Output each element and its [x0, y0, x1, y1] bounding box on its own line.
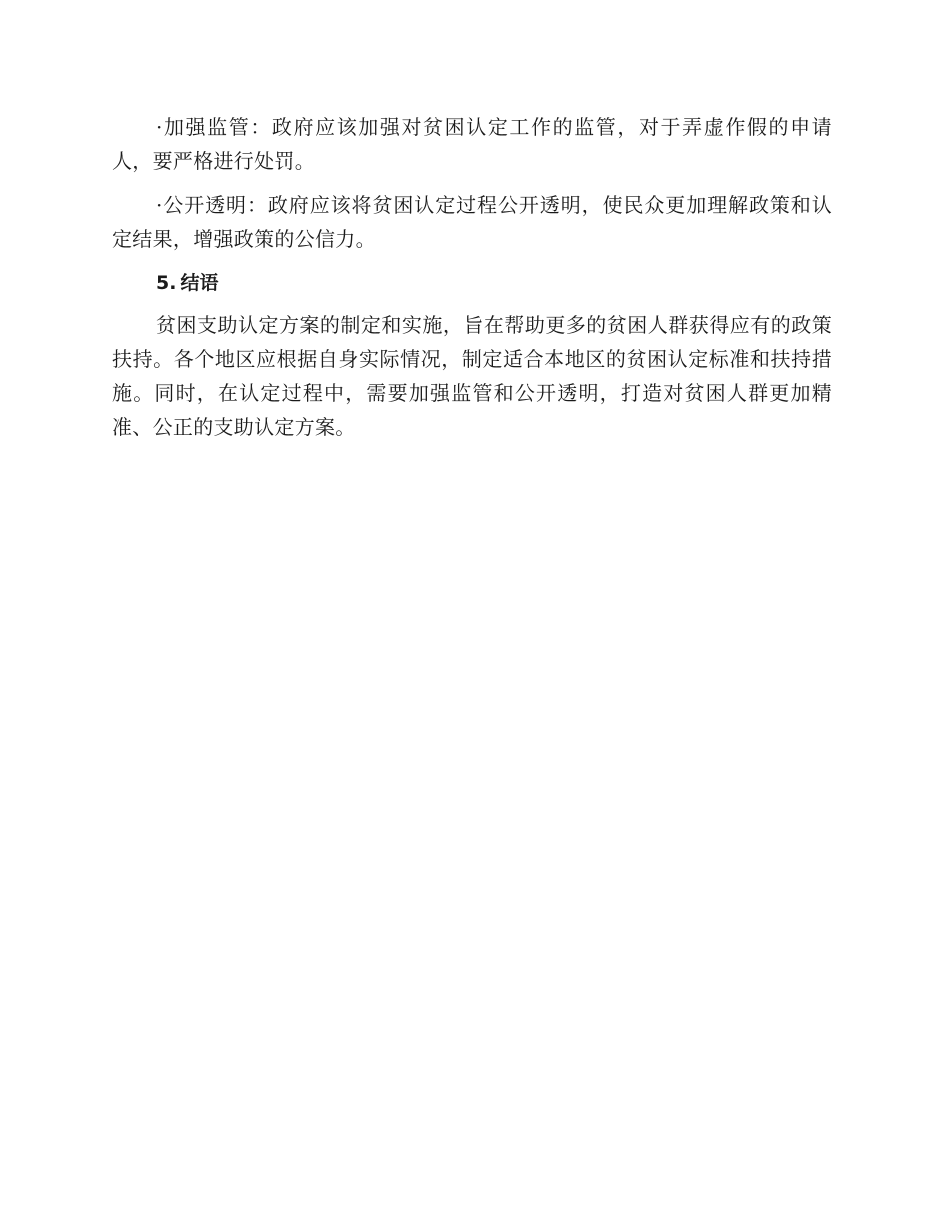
section-heading [112, 266, 832, 300]
bullet-text: 公开透明：政府应该将贫困认定过程公开透明，使民众更加理解政策和认定结果，增强政策的公信力。 [112, 193, 832, 251]
section-number: 5. [156, 272, 177, 294]
conclusion-paragraph: 贫困支助认定方案的制定和实施，旨在帮助更多的贫困人群获得应有的政策扶持。各个地区应根据自身实际情况，制定适合本地区的贫困认定标准和扶持措施。同时，在认定过程中，需要加强监管和公开透明，打造对贫困人群更加精准、公正的支助认定方案。 [112, 313, 832, 439]
bullet-item-transparency [112, 188, 832, 256]
bullet-text: 加强监管：政府应该加强对贫困认定工作的监管，对于弄虚作假的申请人，要严格进行处罚。 [112, 115, 832, 173]
bullet-item-supervision [112, 110, 832, 178]
document-page [112, 110, 832, 444]
bullet-marker: · [156, 193, 163, 217]
section-title: 结语 [180, 272, 219, 294]
bullet-marker: · [156, 115, 163, 139]
